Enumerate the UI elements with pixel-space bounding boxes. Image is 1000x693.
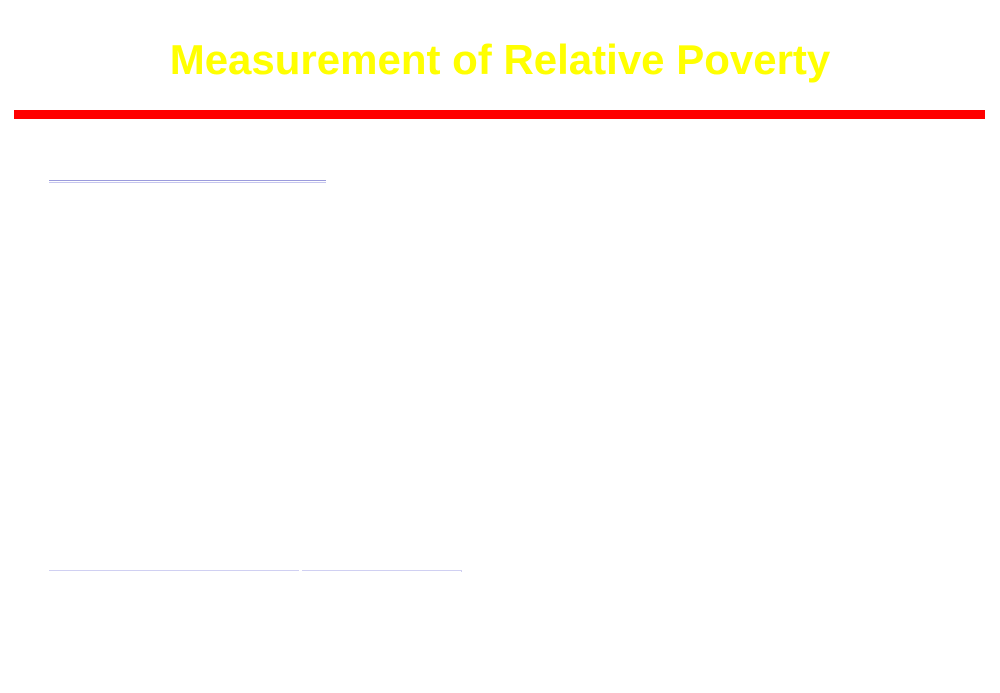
hyperlink-underline-top[interactable] [49,180,326,183]
slide-title: Measurement of Relative Poverty [169,36,831,83]
title-divider [14,110,985,119]
hyperlink-underline-bottom-right[interactable] [302,570,462,572]
hyperlink-underline-bottom-left[interactable] [49,570,299,572]
